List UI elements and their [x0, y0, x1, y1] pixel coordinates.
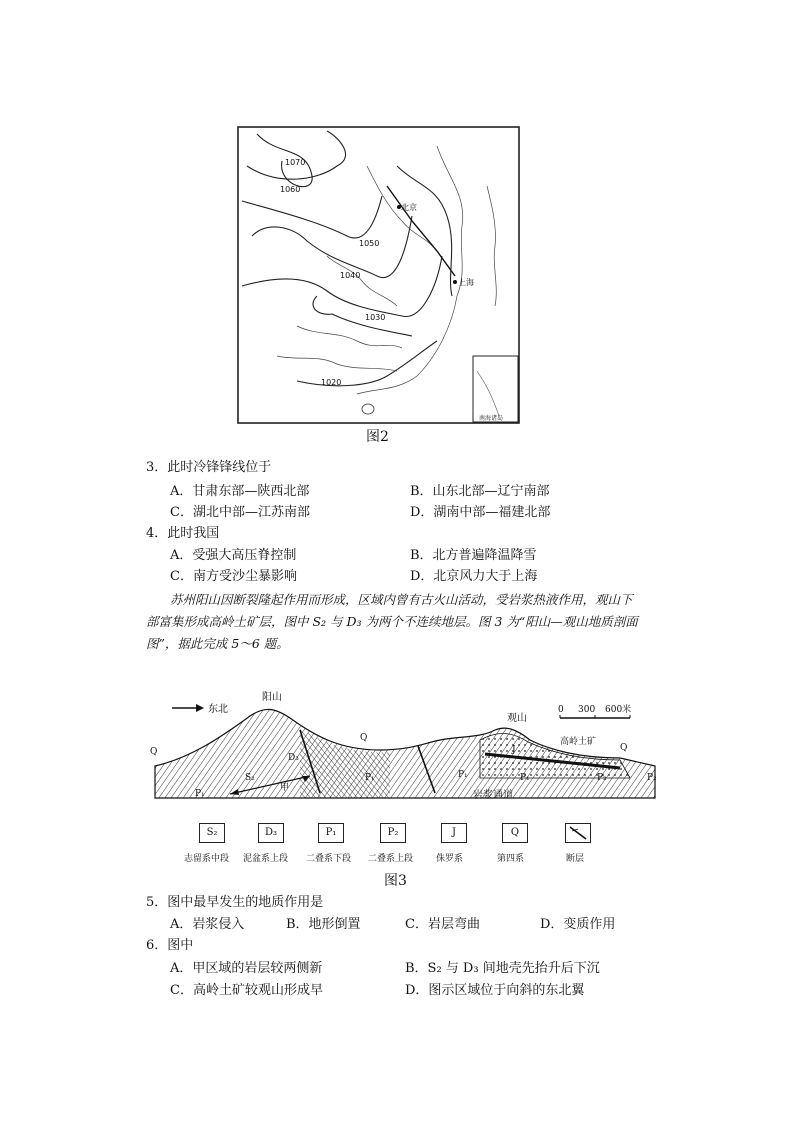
q4-option-d: D．北京风力大于上海: [410, 569, 538, 584]
q6-stem: 6．图中: [146, 938, 194, 953]
q5-option-a: A．岩浆侵入: [170, 917, 245, 932]
magma-label: 岩浆通道: [473, 790, 513, 801]
label-p1: P₁: [195, 789, 205, 799]
city-shanghai: 上海: [458, 278, 474, 287]
legend-label-j: 侏罗系: [436, 854, 464, 864]
label-d3: D₃: [288, 753, 299, 763]
label-p1: P₁: [458, 770, 468, 780]
passage-line-2: 部富集形成高岭土矿层，图中 S₂ 与 D₃ 为两个不连续地层。图 3 为“阳山—观山地质剖面: [146, 614, 638, 629]
scale-0: 0: [558, 705, 564, 715]
legend-box-fault: [565, 823, 591, 843]
q6-option-c: C．高岭土矿较观山形成早: [170, 983, 323, 998]
direction-label: 东北: [208, 704, 228, 715]
legend-label-s2: 志留系中段: [184, 854, 230, 864]
kaolin-label: 高岭土矿: [560, 737, 597, 747]
legend-label-p1: 二叠系下段: [306, 854, 352, 864]
passage-line-3: 图”，据此完成 5～6 题。: [146, 636, 289, 651]
inset-label: 南海诸岛: [479, 415, 504, 422]
figure2-caption: 图2: [366, 429, 389, 445]
label-j: J: [512, 745, 516, 755]
q4-option-a: A．受强大高压脊控制: [170, 548, 297, 563]
jia-label: 甲: [280, 783, 290, 793]
label-q: Q: [150, 747, 158, 757]
q4-option-c: C．南方受沙尘暴影响: [170, 569, 297, 584]
label-p1: P₁: [520, 773, 530, 783]
label-p2: P₂: [597, 773, 607, 783]
passage-line-1: 苏州阳山因断裂隆起作用而形成，区域内曾有古火山活动，受岩浆热液作用，观山下: [170, 592, 633, 607]
label-p2: P₂: [647, 773, 657, 783]
legend-box-s2: S₂: [199, 823, 225, 843]
label-q: Q: [620, 743, 628, 753]
figure3-caption: 图3: [384, 873, 407, 889]
q4-option-b: B．北方普遍降温降雪: [410, 548, 537, 563]
q5-option-d: D．变质作用: [540, 917, 616, 932]
isobar-label: 1070: [285, 158, 306, 167]
q4-stem: 4．此时我国: [146, 526, 220, 541]
geologic-section-figure: [150, 688, 670, 808]
scale-600: 600米: [605, 705, 632, 715]
isobar-label: 1050: [359, 239, 380, 248]
q5-stem: 5．图中最早发生的地质作用是: [146, 895, 324, 910]
guanshan-label: 观山: [507, 713, 527, 724]
legend-label-p2: 二叠系上段: [368, 854, 414, 864]
legend-box-p1: P₁: [318, 823, 344, 843]
legend-label-fault: 断层: [566, 854, 585, 864]
isobar-label: 1030: [365, 313, 386, 322]
q3-option-c: C．湖北中部—江苏南部: [170, 505, 310, 520]
q3-option-d: D．湖南中部—福建北部: [410, 505, 551, 520]
legend-box-q: Q: [502, 823, 528, 843]
weather-map-figure: [237, 126, 520, 424]
isobar-label: 1020: [321, 378, 342, 387]
q3-option-a: A．甘肃东部—陕西北部: [170, 484, 310, 499]
q5-option-b: B．地形倒置: [286, 917, 361, 932]
q5-option-c: C．岩层弯曲: [405, 917, 480, 932]
label-p1: P₁: [365, 773, 375, 783]
legend-label-d3: 泥盆系上段: [243, 854, 289, 864]
scale-300: 300: [578, 705, 596, 715]
city-beijing: 北京: [401, 203, 417, 212]
q3-option-b: B．山东北部—辽宁南部: [410, 484, 550, 499]
q6-option-a: A．甲区域的岩层较两侧新: [170, 961, 323, 976]
legend-label-q: 第四系: [497, 854, 525, 864]
legend-box-j: J: [441, 823, 467, 843]
q6-option-d: D．图示区域位于向斜的东北翼: [405, 983, 585, 998]
label-s2: S₂: [245, 773, 255, 783]
isobar-label: 1060: [280, 185, 301, 194]
fault-icon: [566, 824, 590, 842]
q3-stem: 3．此时冷锋锋线位于: [146, 460, 272, 475]
yangshan-label: 阳山: [262, 692, 282, 703]
q6-option-b: B．S₂ 与 D₃ 间地壳先抬升后下沉: [405, 961, 600, 976]
legend-box-p2: P₂: [380, 823, 406, 843]
label-q: Q: [360, 733, 368, 743]
legend-box-d3: D₃: [258, 823, 284, 843]
isobar-label: 1040: [340, 271, 361, 280]
